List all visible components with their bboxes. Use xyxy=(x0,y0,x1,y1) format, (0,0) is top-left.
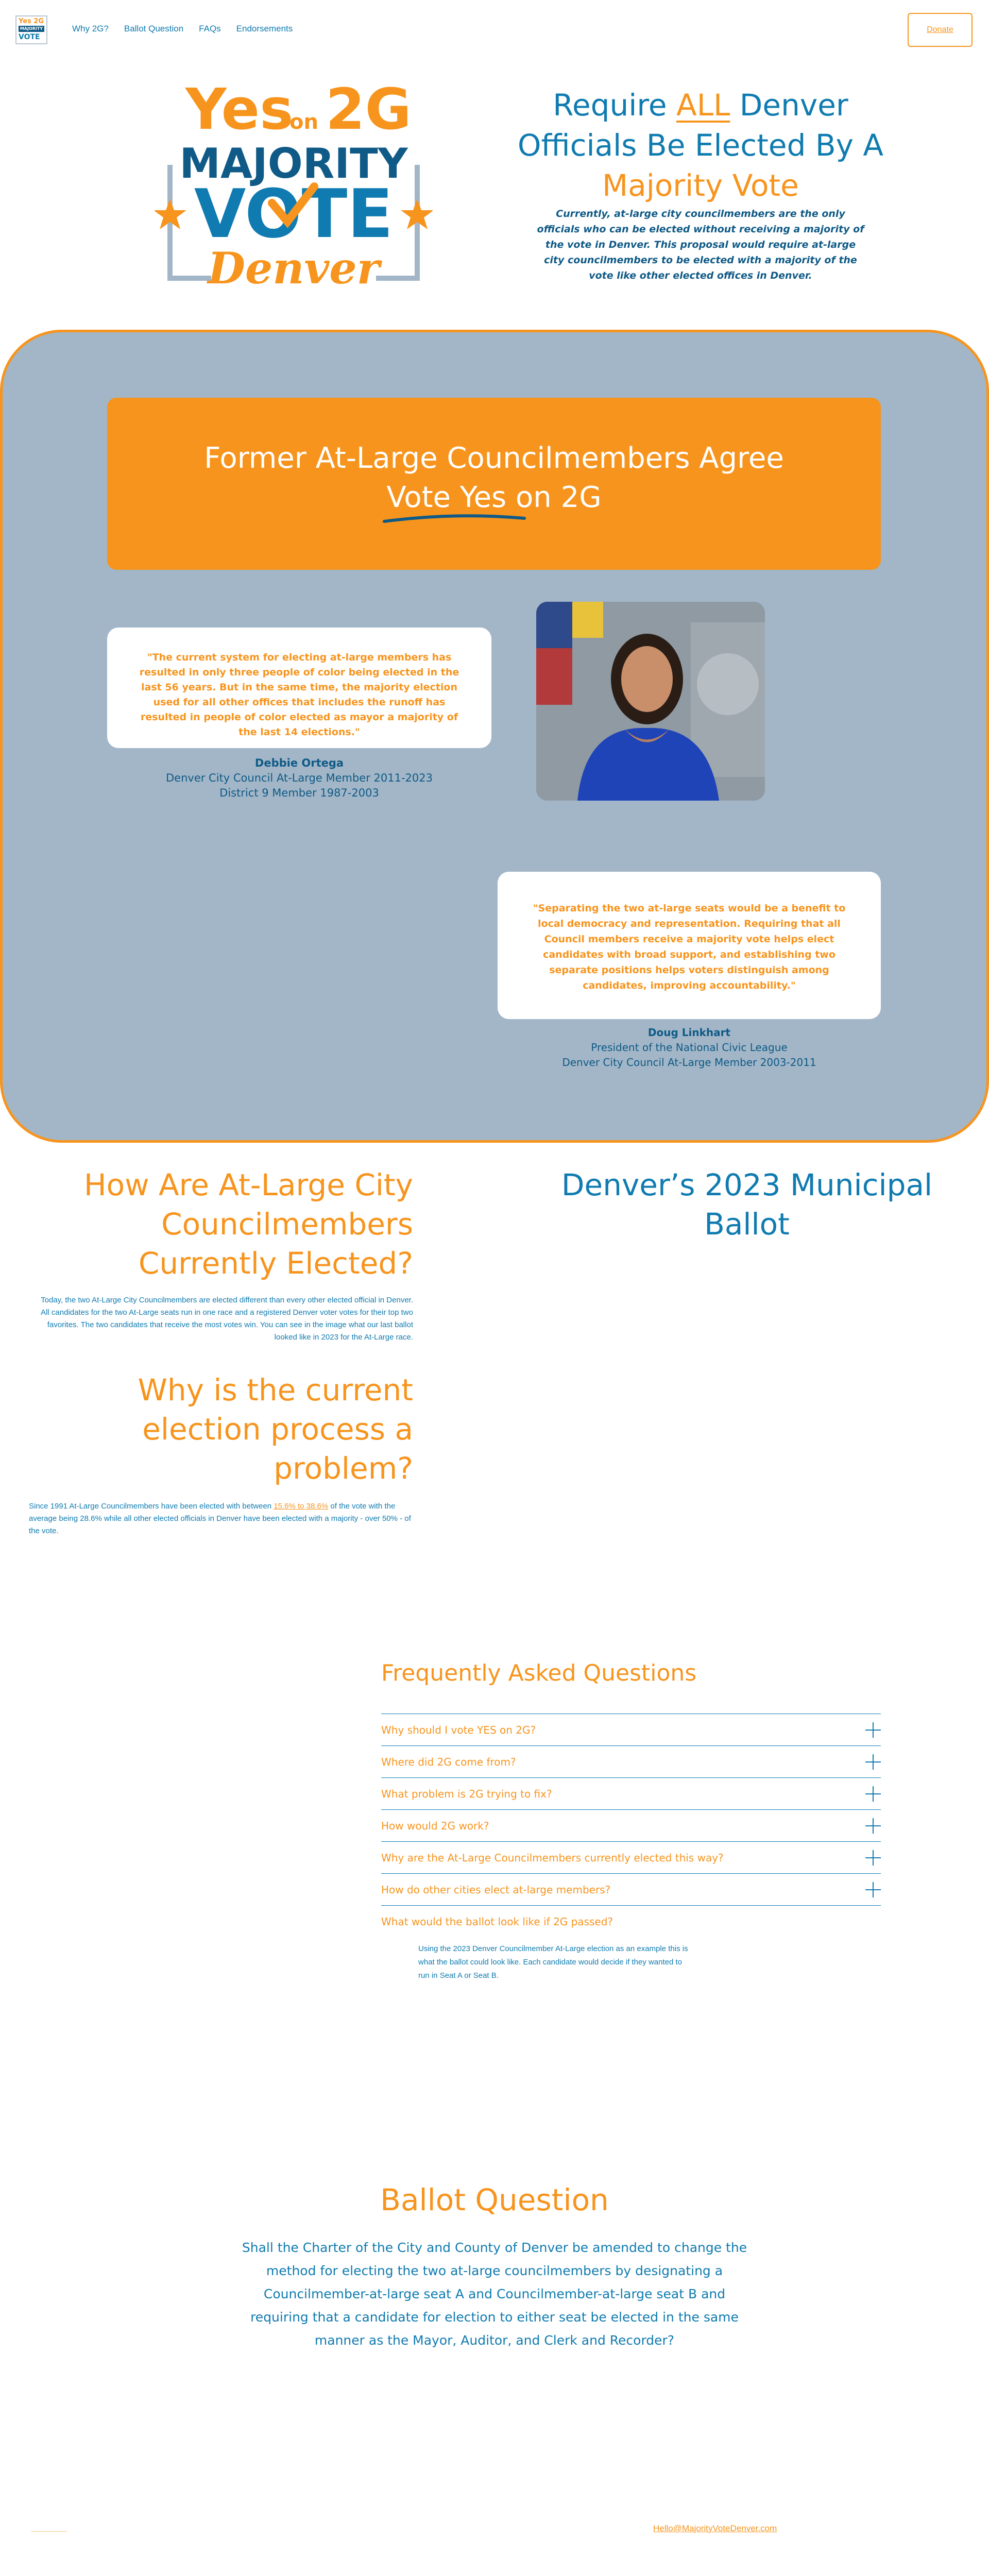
plus-icon[interactable] xyxy=(865,1850,881,1866)
endorser-role: Denver City Council At-Large Member 2011-2023 xyxy=(166,772,433,784)
faq-answer: Using the 2023 Denver Councilmember At-Large election as an example this is what the ballot could look like. Each candidate would decide if they wanted to run in Seat A or Seat B. xyxy=(418,1944,688,1980)
endorser-name: Doug Linkhart xyxy=(647,1026,731,1039)
faq-question: What would the ballot look like if 2G passed? xyxy=(381,1916,613,1928)
hero-title xyxy=(494,85,907,206)
how-elected-text: Today, the two At-Large City Councilmembers are elected different than every other elected official in Denver. All candidates for the two At-Large seats run in one race and a registered Denver voter votes for their top two favorites. The two candidates that receive the most votes win. You can see in the image what our last ballot looked like in 2023 for the At-Large race. xyxy=(41,1296,413,1342)
why-problem-text xyxy=(29,1500,420,1537)
underline-swoosh xyxy=(382,513,526,526)
nav-logo-line2: MAJORITY xyxy=(19,26,44,32)
hero-title-all: ALL xyxy=(676,88,730,123)
logo-vote-text: VOTE xyxy=(194,175,394,253)
agree-headline xyxy=(107,439,881,517)
faq-list xyxy=(381,1714,881,1937)
why-problem-title: Why is the current election process a problem? xyxy=(138,1372,413,1486)
faq-item[interactable] xyxy=(381,1745,881,1777)
main-nav xyxy=(72,24,293,34)
campaign-logo xyxy=(155,77,433,304)
logo-yes-text: Yes xyxy=(185,77,294,142)
nav-link-faqs[interactable]: FAQs xyxy=(199,24,221,33)
faq-item-open[interactable] xyxy=(381,1905,881,1937)
logo-denver-text: Denver xyxy=(208,243,380,294)
plus-icon[interactable] xyxy=(865,1786,881,1802)
faq-item[interactable] xyxy=(381,1873,881,1905)
agree-headline-line1: Former At-Large Councilmembers Agree xyxy=(204,442,784,475)
nav-logo-line3: VOTE xyxy=(19,33,40,41)
hero-title-pre: Require xyxy=(553,88,677,123)
faq-question: How do other cities elect at-large members? xyxy=(381,1884,611,1896)
endorser-role: District 9 Member 1987-2003 xyxy=(219,787,379,799)
hero-description: Currently, at-large city councilmembers are the only officials who can be elected without receiving a majority of the vote in Denver. This proposal would require at-large city councilmembers to be elected with a majority of the vote like other elected offices in Denver. xyxy=(537,208,864,281)
nav-logo-line1: Yes 2G xyxy=(19,18,44,25)
why-text-pre: Since 1991 At-Large Councilmembers have been elected with between xyxy=(29,1502,274,1511)
plus-icon[interactable] xyxy=(865,1818,881,1834)
endorser-name: Debbie Ortega xyxy=(254,757,344,769)
plus-icon[interactable] xyxy=(865,1882,881,1897)
faq-question: Why are the At-Large Councilmembers currently elected this way? xyxy=(381,1852,724,1864)
endorsement-quote-1: "The current system for electing at-large members has resulted in only three people of color being elected in the last 56 years. But in the same time, the majority election used for all other offices that includes the runoff has resulted in people of color elected as mayor a majority of the last 14 elections." xyxy=(107,628,491,748)
faq-item[interactable] xyxy=(381,1809,881,1841)
nav-link-endorsements[interactable]: Endorsements xyxy=(236,24,293,33)
endorser-role: Denver City Council At-Large Member 2003-2011 xyxy=(562,1056,816,1069)
endorsement-quote-2: "Separating the two at-large seats would be a benefit to local democracy and representation. Requiring that all Council members receive a majority vote helps elect candidates with broad support, and establishing two separate positions helps voters distinguish among candidates, improving accountability." xyxy=(498,872,881,1019)
logo-majority-text: MAJORITY xyxy=(179,140,408,188)
portrait-image xyxy=(536,602,765,801)
vote-yes-text: Vote Yes xyxy=(386,481,507,514)
how-elected-title: How Are At-Large City Councilmembers Currently Elected? xyxy=(84,1167,413,1281)
endorser-caption-2 xyxy=(498,1025,881,1070)
nav-logo[interactable] xyxy=(15,15,47,44)
faq-question: Where did 2G come from? xyxy=(381,1756,516,1768)
plus-icon[interactable] xyxy=(865,1754,881,1770)
faq-question: Why should I vote YES on 2G? xyxy=(381,1724,536,1736)
site-header xyxy=(0,0,989,60)
faq-question: What problem is 2G trying to fix? xyxy=(381,1788,552,1800)
donate-button[interactable]: Donate xyxy=(908,13,973,47)
faq-item[interactable] xyxy=(381,1777,881,1809)
municipal-ballot-title: Denver’s 2023 Municipal Ballot xyxy=(561,1167,933,1242)
endorser-caption-1 xyxy=(107,756,491,801)
vote-yes-emphasis xyxy=(386,478,506,517)
agree-headline-end: on 2G xyxy=(506,481,602,514)
plus-icon[interactable] xyxy=(865,1722,881,1738)
why-text-link[interactable]: 15.6% to 38.6% xyxy=(274,1502,329,1511)
faq-item[interactable] xyxy=(381,1841,881,1873)
faq-title: Frequently Asked Questions xyxy=(381,1660,697,1686)
footer-email-link[interactable]: Hello@MajorityVoteDenver.com xyxy=(653,2523,777,2533)
logo-on-text: on xyxy=(289,110,318,134)
hero-title-majority: Majority Vote xyxy=(602,168,799,203)
ballot-question-title: Ballot Question xyxy=(380,2182,609,2217)
faq-item[interactable] xyxy=(381,1714,881,1745)
why-text-post: of the vote with the average being 28.6% while all other elected officials in Denver have been elected with a majority - over 50% - of the vote. xyxy=(29,1502,411,1535)
logo-2g-text: 2G xyxy=(326,77,412,142)
nav-link-ballot-question[interactable]: Ballot Question xyxy=(124,24,184,33)
endorser-photo xyxy=(536,602,765,801)
nav-link-why-2g[interactable]: Why 2G? xyxy=(72,24,109,33)
hero-title-mid: Denver Officials Be Elected By A xyxy=(517,88,884,163)
footer-divider xyxy=(31,2531,67,2532)
faq-question: How would 2G work? xyxy=(381,1820,489,1832)
ballot-question-text: Shall the Charter of the City and County of Denver be amended to change the method for electing the two at-large councilmembers by designating a Councilmember-at-large seat A and Councilmember-at-large seat B and requiring that a candidate for election to either seat be elected in the same manner as the Mayor, Auditor, and Clerk and Recorder? xyxy=(242,2240,747,2348)
endorser-role: President of the National Civic League xyxy=(591,1041,788,1054)
